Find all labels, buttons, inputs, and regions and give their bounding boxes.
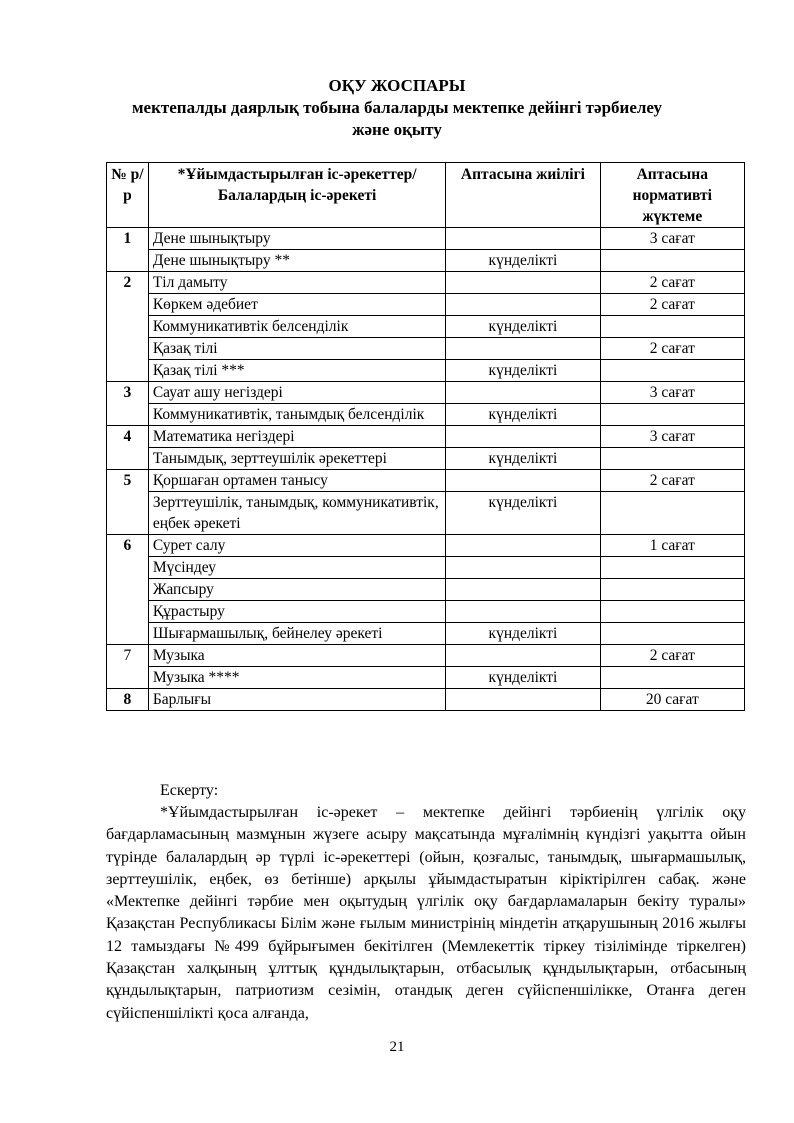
load-cell: [600, 623, 744, 645]
table-row: [107, 470, 745, 492]
document-subtitle-line-2: және оқыту: [352, 120, 442, 139]
load-cell: 3 сағат: [600, 382, 744, 404]
table-row: [107, 448, 745, 470]
table-row-total: [107, 689, 745, 711]
table-row: [107, 272, 745, 294]
activity-cell: Құрастыру: [148, 601, 446, 623]
row-number: 5: [107, 470, 149, 535]
activity-cell: Музыка ****: [148, 667, 446, 689]
activity-cell: Музыка: [148, 645, 446, 667]
table-row: [107, 338, 745, 360]
frequency-cell: [446, 338, 600, 360]
row-number: 8: [107, 689, 149, 711]
load-cell: 2 сағат: [600, 294, 744, 316]
table-row: [107, 492, 745, 535]
activity-cell: Математика негіздері: [148, 426, 446, 448]
page-number: 21: [389, 1039, 405, 1055]
table-row: [107, 250, 745, 272]
table-row: [107, 667, 745, 689]
row-number: 7: [107, 645, 149, 689]
activity-cell: Көркем әдебиет: [148, 294, 446, 316]
table-row: [107, 601, 745, 623]
row-number: 1: [107, 228, 149, 272]
load-cell: [600, 557, 744, 579]
frequency-cell: [446, 535, 600, 557]
activity-cell: Зерттеушілік, танымдық, коммуникативтік, еңбек әрекеті: [148, 492, 446, 535]
load-cell: [600, 667, 744, 689]
header-frequency: Аптасына жиілігі: [446, 163, 600, 228]
table-row: [107, 623, 745, 645]
header-number: № р/р: [107, 163, 149, 228]
load-cell: [600, 360, 744, 382]
frequency-cell: күнделікті: [446, 404, 600, 426]
note-body: *Ұйымдастырылған іс-әрекет – мектепке дейінгі тәрбиенің үлгілік оқу бағдарламасының мазмұнын жүзеге асыру мақсатында мұғалімнің күндізгі уақытта ойын түрінде балалардың әр түрлі іс-әрекеттері (ойын, қозғалыс, танымдық, шығармашылық, зерттеушілік, еңбек, өз бетінше) арқылы ұйымдастыратын кіріктірілген сабақ. және «Мектепке дейінгі тәрбие мен оқытудың үлгілік оқу бағдарламаларын бекіту туралы» Қазақстан Республикасы Білім және ғылым министрінің міндетін атқарушының 2016 жылғы 12 тамыздағы №499 бұйрығымен бекітілген (Мемлекеттік тіркеу тізілімінде тіркелген) Қазақстан халқының ұлттық құндылықтарын, отбасылық құндылықтарын, отбасының құндылықтарын, патриотизм сезімін, отандық деген сүйіспеншілікке, Отанға деген сүйіспеншілікті қоса алғанда,: [106, 804, 746, 1022]
frequency-cell: [446, 601, 600, 623]
frequency-cell: [446, 426, 600, 448]
activity-cell: Барлығы: [148, 689, 446, 711]
frequency-cell: күнделікті: [446, 316, 600, 338]
load-cell: [600, 579, 744, 601]
frequency-cell: [446, 689, 600, 711]
load-cell: [600, 601, 744, 623]
activity-cell: Қазақ тілі: [148, 338, 446, 360]
load-cell: 2 сағат: [600, 338, 744, 360]
activity-cell: Жапсыру: [148, 579, 446, 601]
load-cell: 1 сағат: [600, 535, 744, 557]
table-row: [107, 426, 745, 448]
document-subtitle-line-1: мектепалды даярлық тобына балаларды мектепке дейінгі тәрбиелеу: [131, 98, 663, 117]
load-cell: 2 сағат: [600, 470, 744, 492]
activity-cell: Мүсіндеу: [148, 557, 446, 579]
table-row: [107, 404, 745, 426]
activity-cell: Коммуникативтік белсенділік: [148, 316, 446, 338]
row-number: 2: [107, 272, 149, 382]
curriculum-table: [106, 162, 745, 711]
table-row: [107, 316, 745, 338]
row-number: 6: [107, 535, 149, 645]
table-header-row: [107, 163, 745, 228]
activity-cell: Қоршаған ортамен танысу: [148, 470, 446, 492]
load-cell: 2 сағат: [600, 645, 744, 667]
frequency-cell: күнделікті: [446, 360, 600, 382]
note-label: Ескерту:: [160, 782, 219, 799]
activity-cell: Сурет салу: [148, 535, 446, 557]
frequency-cell: [446, 557, 600, 579]
activity-cell: Қазақ тілі ***: [148, 360, 446, 382]
table-row: [107, 294, 745, 316]
table-row: [107, 228, 745, 250]
load-cell: 3 сағат: [600, 426, 744, 448]
load-cell: 20 сағат: [600, 689, 744, 711]
frequency-cell: [446, 294, 600, 316]
activity-cell: Дене шынықтыру **: [148, 250, 446, 272]
frequency-cell: күнделікті: [446, 623, 600, 645]
frequency-cell: [446, 470, 600, 492]
frequency-cell: күнделікті: [446, 250, 600, 272]
load-cell: [600, 492, 744, 535]
table-row: [107, 535, 745, 557]
activity-cell: Тіл дамыту: [148, 272, 446, 294]
frequency-cell: күнделікті: [446, 492, 600, 535]
load-cell: [600, 404, 744, 426]
activity-cell: Сауат ашу негіздері: [148, 382, 446, 404]
frequency-cell: күнделікті: [446, 448, 600, 470]
activity-cell: Коммуникативтік, танымдық белсенділік: [148, 404, 446, 426]
table-row: [107, 645, 745, 667]
frequency-cell: [446, 579, 600, 601]
activity-cell: Танымдық, зерттеушілік әрекеттері: [148, 448, 446, 470]
header-load: Аптасына нормативті жүктеме: [600, 163, 744, 228]
frequency-cell: [446, 645, 600, 667]
header-activity: *Ұйымдастырылған іс-әрекеттер/Балалардың іс-әрекеті: [148, 163, 446, 228]
load-cell: [600, 316, 744, 338]
load-cell: 3 сағат: [600, 228, 744, 250]
frequency-cell: [446, 272, 600, 294]
load-cell: [600, 448, 744, 470]
document-title: ОҚУ ЖОСПАРЫ: [328, 76, 466, 95]
activity-cell: Шығармашылық, бейнелеу әрекеті: [148, 623, 446, 645]
table-row: [107, 557, 745, 579]
frequency-cell: [446, 228, 600, 250]
row-number: 4: [107, 426, 149, 470]
table-row: [107, 579, 745, 601]
load-cell: [600, 250, 744, 272]
table-row: [107, 360, 745, 382]
table-row: [107, 382, 745, 404]
activity-cell: Дене шынықтыру: [148, 228, 446, 250]
row-number: 3: [107, 382, 149, 426]
frequency-cell: күнделікті: [446, 667, 600, 689]
load-cell: 2 сағат: [600, 272, 744, 294]
frequency-cell: [446, 382, 600, 404]
